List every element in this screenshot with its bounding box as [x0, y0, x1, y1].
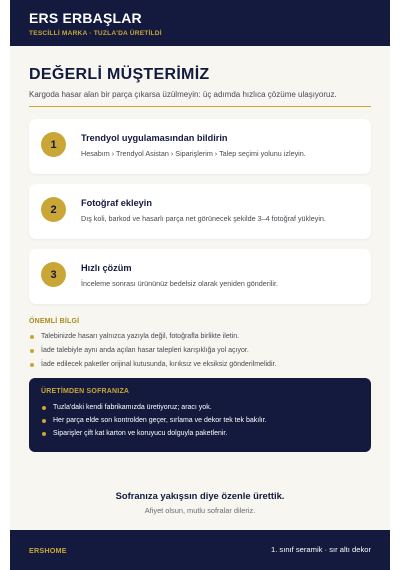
- step-title: Trendyol uygulamasından bildirin: [81, 133, 228, 143]
- list-item: İade edilecek paketler orijinal kutusunda, kırıksız ve eksiksiz gönderilmelidir.: [29, 360, 374, 374]
- production-list: [41, 403, 267, 442]
- list-item: Talebinizde hasarı yalnızca yazıyla değil, fotoğrafla birlikte iletin.: [29, 332, 374, 346]
- step-description: İnceleme sonrası ürününüz bedelsiz olarak yeniden gönderilir.: [81, 279, 278, 288]
- brand-tagline: TESCİLLİ MARKA · TUZLA'DA ÜRETİLDİ: [29, 30, 162, 37]
- list-item: İade talebiyle aynı anda açılan hasar talepleri karışıklığa yol açıyor.: [29, 346, 374, 360]
- footer-note: 1. sınıf seramik · sır altı dekor: [270, 545, 371, 554]
- step-card-2: [29, 184, 371, 239]
- important-info-label: ÖNEMLİ BİLGİ: [29, 318, 80, 325]
- footer-brand: ERSHOME: [29, 546, 67, 555]
- page-title: DEĞERLİ MÜŞTERİMİZ: [29, 66, 210, 83]
- divider: [29, 106, 371, 107]
- production-label: ÜRETİMDEN SOFRANIZA: [41, 388, 130, 395]
- list-item: Tuzla'daki kendi fabrikamızda üretiyoruz; aracı yok.: [41, 403, 267, 416]
- step-card-3: [29, 249, 371, 304]
- step-number-badge: 3: [41, 262, 66, 287]
- production-box: [29, 378, 371, 452]
- closing-headline: Sofranıza yakışsın diye özenle ürettik.: [115, 490, 285, 501]
- step-description: Hesabım › Trendyol Asistan › Siparişlerim › Talep seçimi yolunu izleyin.: [81, 149, 306, 158]
- step-description: Dış koli, barkod ve hasarlı parça net görünecek şekilde 3–4 fotoğraf yükleyin.: [81, 214, 326, 223]
- footer: [10, 530, 390, 570]
- leaflet-page: [10, 0, 390, 570]
- brand-name: ERS ERBAŞLAR: [29, 10, 142, 26]
- list-item: Siparişler çift kat karton ve koruyucu dolguyla paketlenir.: [41, 429, 267, 442]
- step-card-1: [29, 119, 371, 174]
- step-number-badge: 1: [41, 132, 66, 157]
- step-title: Fotoğraf ekleyin: [81, 198, 152, 208]
- step-title: Hızlı çözüm: [81, 263, 132, 273]
- list-item: Her parça elde son kontrolden geçer, sırlama ve dekor tek tek bakılır.: [41, 416, 267, 429]
- important-info-list: [29, 332, 374, 374]
- step-number-badge: 2: [41, 197, 66, 222]
- intro-text: Kargoda hasar alan bir parça çıkarsa üzülmeyin: üç adımda hızlıca çözüme ulaşıyoruz.: [29, 90, 337, 99]
- header: [10, 0, 390, 46]
- closing-subtext: Afiyet olsun, mutlu sofralar dileriz.: [144, 506, 256, 515]
